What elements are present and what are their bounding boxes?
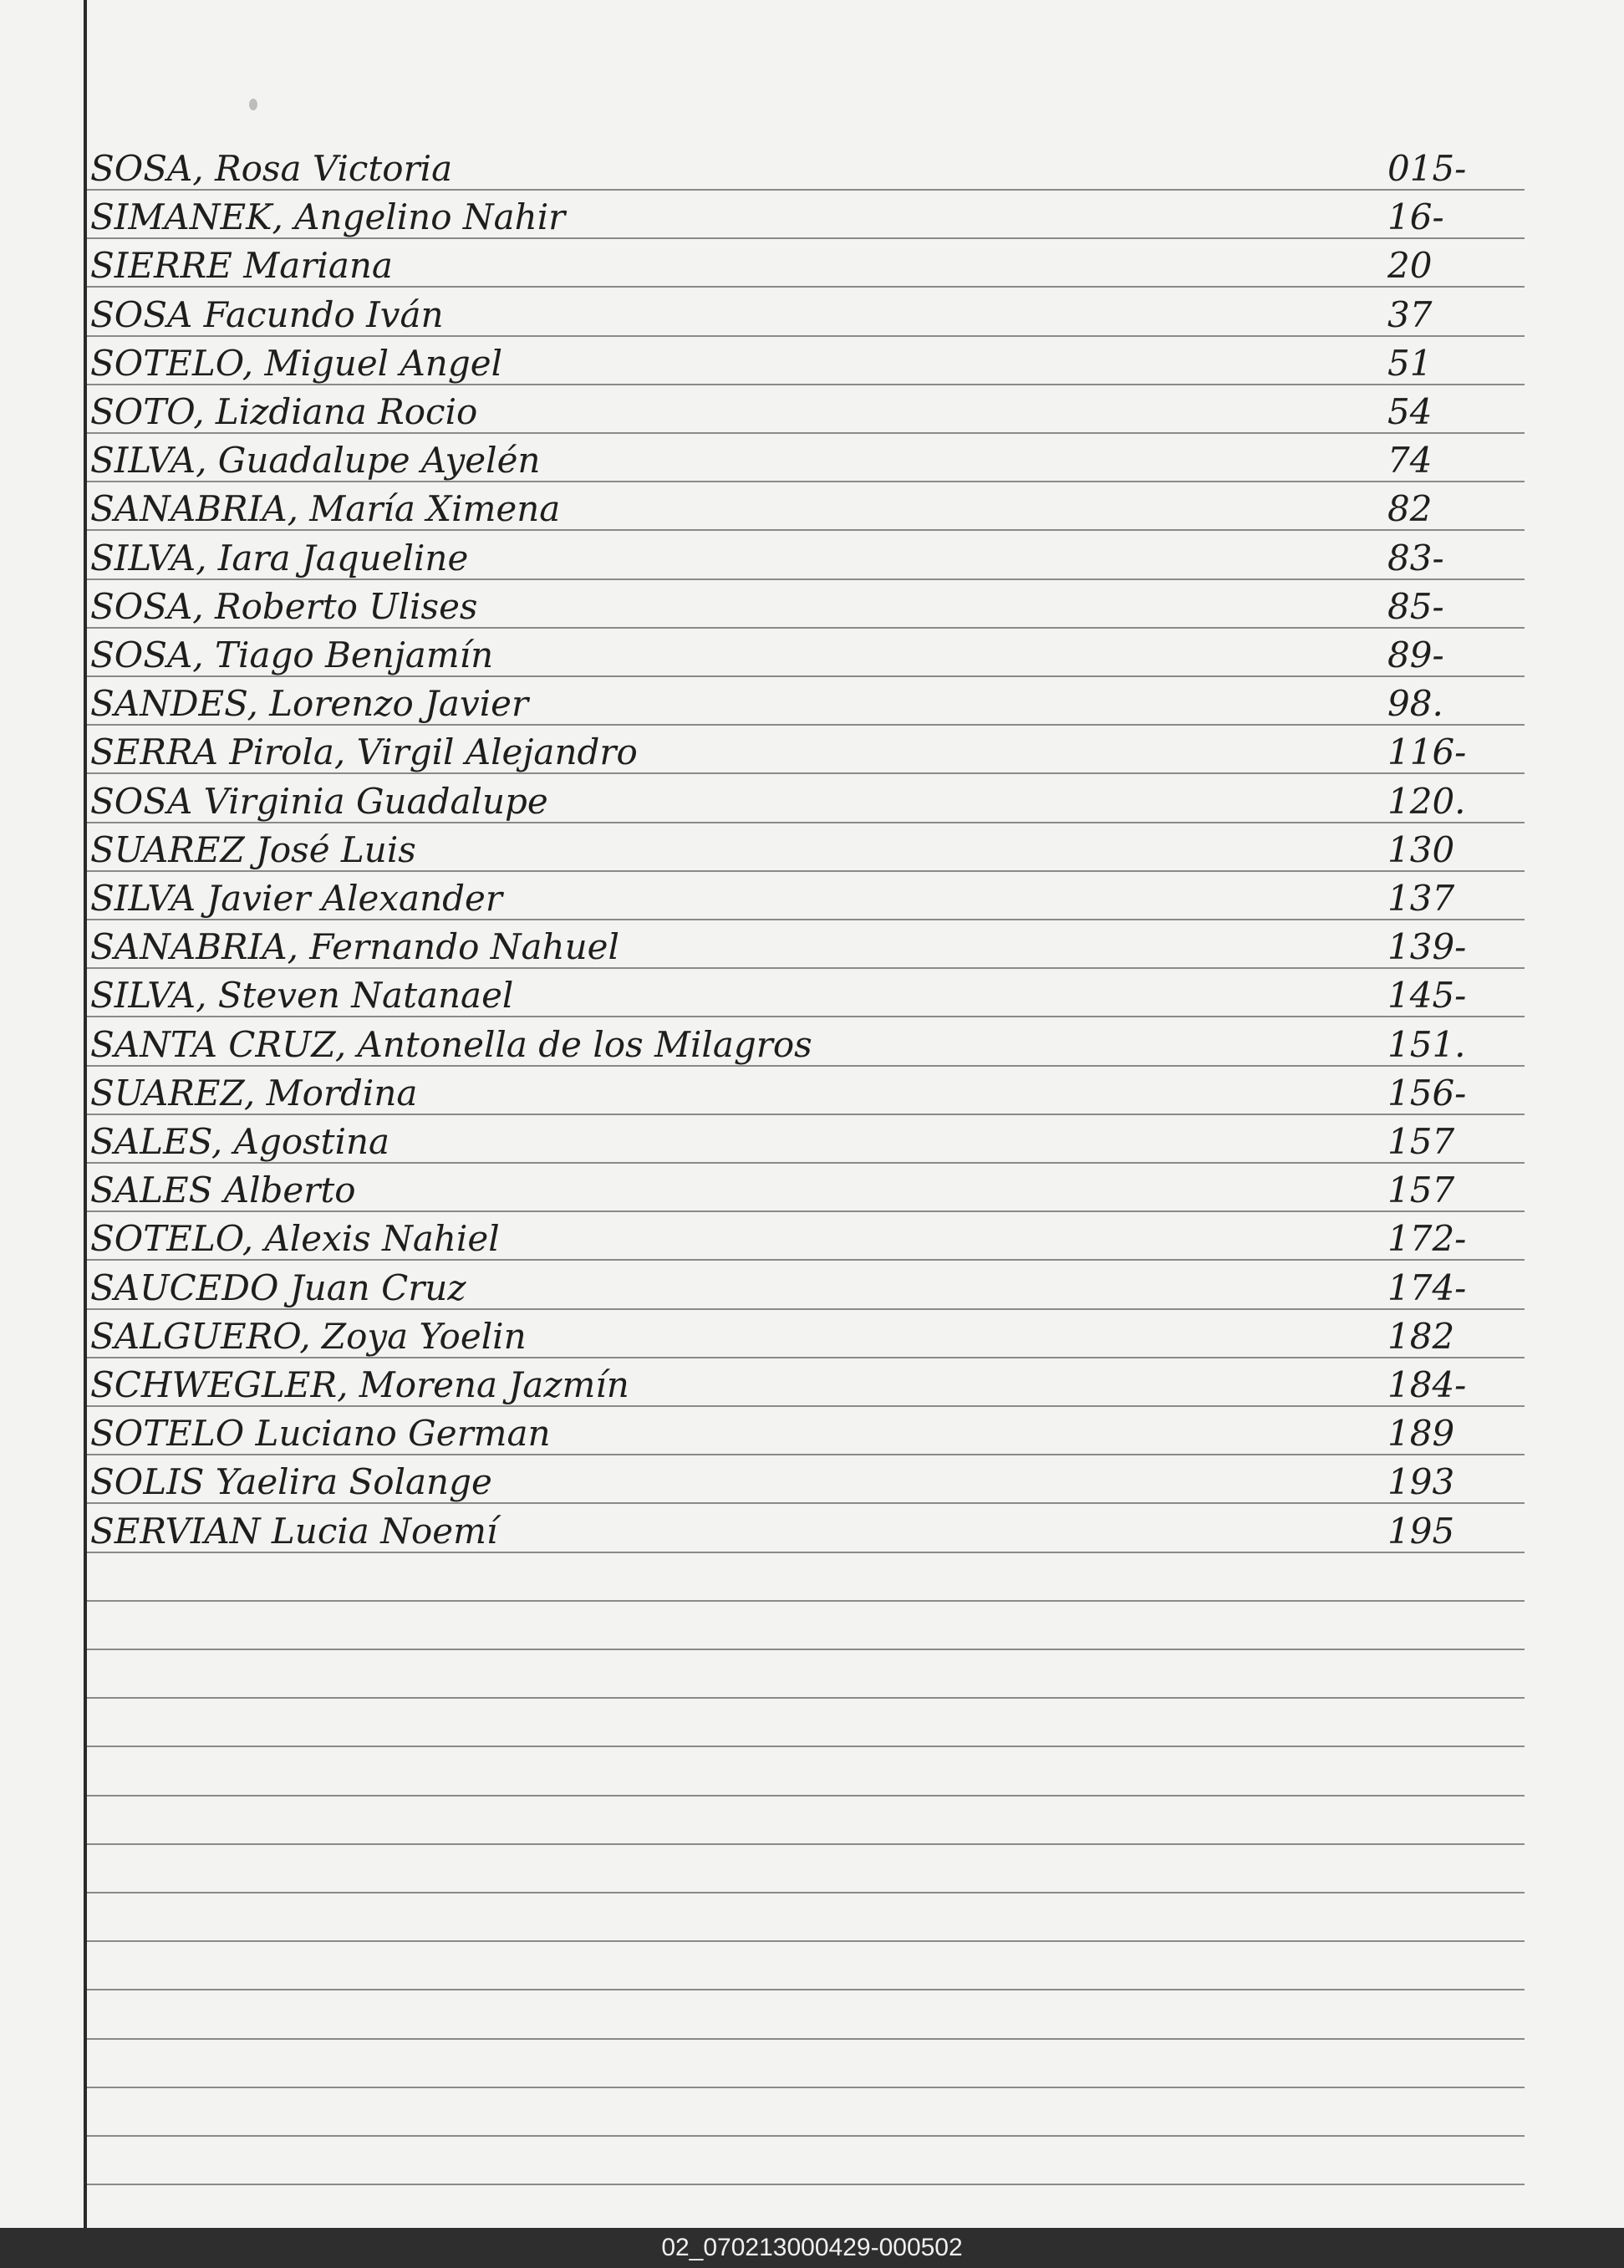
entry-number: 51 bbox=[1387, 343, 1433, 384]
entry-number: 16- bbox=[1387, 196, 1444, 237]
list-item bbox=[0, 339, 1624, 387]
list-item bbox=[0, 971, 1624, 1019]
entry-name: SOTELO Luciano German bbox=[90, 1413, 551, 1454]
entry-name: SAUCEDO Juan Cruz bbox=[90, 1267, 466, 1308]
ruled-line bbox=[87, 1746, 1525, 1747]
entry-name: SOSA Virginia Guadalupe bbox=[90, 781, 548, 822]
list-item bbox=[0, 1409, 1624, 1457]
list-item bbox=[0, 727, 1624, 776]
entry-name: SERRA Pirola, Virgil Alejandro bbox=[90, 731, 638, 772]
list-item bbox=[0, 192, 1624, 241]
entry-name: SALES, Agostina bbox=[90, 1121, 390, 1162]
entry-name: SOTO, Lizdiana Rocio bbox=[90, 391, 478, 432]
entry-name: SIMANEK, Angelino Nahir bbox=[90, 196, 566, 237]
entry-name: SANABRIA, María Ximena bbox=[90, 488, 561, 529]
entry-number: 151. bbox=[1387, 1024, 1466, 1065]
ruled-line bbox=[87, 1892, 1525, 1893]
entry-number: 182 bbox=[1387, 1316, 1455, 1357]
entry-name: SALGUERO, Zoya Yoelin bbox=[90, 1316, 527, 1357]
entry-name: SOSA Facundo Iván bbox=[90, 294, 444, 335]
entry-number: 82 bbox=[1387, 488, 1433, 529]
entry-name: SILVA Javier Alexander bbox=[90, 878, 502, 919]
entry-number: 74 bbox=[1387, 440, 1433, 481]
list-item bbox=[0, 1117, 1624, 1165]
ruled-line bbox=[87, 1843, 1525, 1845]
entry-number: 137 bbox=[1387, 878, 1455, 919]
entry-name: SIERRE Mariana bbox=[90, 245, 393, 286]
list-item bbox=[0, 825, 1624, 874]
list-item bbox=[0, 533, 1624, 582]
entry-number: 139- bbox=[1387, 926, 1467, 967]
entry-number: 116- bbox=[1387, 731, 1467, 772]
entry-number: 83- bbox=[1387, 538, 1444, 578]
entry-number: 189 bbox=[1387, 1413, 1455, 1454]
list-item bbox=[0, 922, 1624, 971]
entry-name: SOSA, Rosa Victoria bbox=[90, 148, 453, 189]
list-item bbox=[0, 1312, 1624, 1360]
ruled-line bbox=[87, 1795, 1525, 1797]
list-item bbox=[0, 874, 1624, 922]
entry-name: SUAREZ José Luis bbox=[90, 829, 416, 870]
ruled-line bbox=[87, 2087, 1525, 2088]
list-item bbox=[0, 436, 1624, 484]
ruled-line bbox=[87, 1697, 1525, 1699]
list-item bbox=[0, 630, 1624, 679]
entry-number: 98. bbox=[1387, 683, 1443, 724]
entry-number: 120. bbox=[1387, 781, 1466, 822]
entry-number: 130 bbox=[1387, 829, 1455, 870]
entry-name: SANTA CRUZ, Antonella de los Milagros bbox=[90, 1024, 812, 1065]
list-item bbox=[0, 290, 1624, 339]
list-item bbox=[0, 679, 1624, 727]
ruled-line bbox=[87, 1940, 1525, 1942]
entry-number: 184- bbox=[1387, 1364, 1467, 1405]
list-item bbox=[0, 1214, 1624, 1262]
entry-name: SERVIAN Lucia Noemí bbox=[90, 1511, 498, 1552]
list-item bbox=[0, 241, 1624, 289]
ruled-line bbox=[87, 2038, 1525, 2040]
entry-number: 37 bbox=[1387, 294, 1433, 335]
entry-name: SOLIS Yaelira Solange bbox=[90, 1461, 492, 1502]
entry-name: SILVA, Guadalupe Ayelén bbox=[90, 440, 541, 481]
list-item bbox=[0, 1360, 1624, 1409]
entry-number: 174- bbox=[1387, 1267, 1467, 1308]
entry-number: 145- bbox=[1387, 975, 1467, 1016]
entry-name: SALES Alberto bbox=[90, 1170, 356, 1210]
entry-name: SOTELO, Alexis Nahiel bbox=[90, 1218, 500, 1259]
entry-name: SANDES, Lorenzo Javier bbox=[90, 683, 529, 724]
list-item bbox=[0, 1457, 1624, 1506]
entry-number: 157 bbox=[1387, 1170, 1455, 1210]
list-item bbox=[0, 1165, 1624, 1214]
ruled-line bbox=[87, 2135, 1525, 2137]
list-item bbox=[0, 1506, 1624, 1555]
entry-name: SUAREZ, Mordina bbox=[90, 1073, 418, 1114]
ruled-line bbox=[87, 1600, 1525, 1602]
list-item bbox=[0, 1020, 1624, 1068]
list-item bbox=[0, 387, 1624, 436]
list-item bbox=[0, 582, 1624, 630]
entry-number: 89- bbox=[1387, 635, 1444, 675]
scan-id-label: 02_070213000429-000502 bbox=[661, 2234, 963, 2261]
entry-number: 156- bbox=[1387, 1073, 1467, 1114]
entry-name: SOTELO, Miguel Angel bbox=[90, 343, 503, 384]
list-item bbox=[0, 1263, 1624, 1312]
entry-name: SANABRIA, Fernando Nahuel bbox=[90, 926, 619, 967]
entry-name: SCHWEGLER, Morena Jazmín bbox=[90, 1364, 629, 1405]
list-item bbox=[0, 484, 1624, 533]
entry-number: 193 bbox=[1387, 1461, 1455, 1502]
entry-number: 85- bbox=[1387, 586, 1444, 627]
scan-footer bbox=[0, 2228, 1624, 2268]
entry-number: 20 bbox=[1387, 245, 1433, 286]
list-item bbox=[0, 777, 1624, 825]
entry-name: SOSA, Roberto Ulises bbox=[90, 586, 478, 627]
list-item bbox=[0, 144, 1624, 192]
entry-number: 015- bbox=[1387, 148, 1467, 189]
list-item bbox=[0, 1068, 1624, 1117]
ruled-line bbox=[87, 1649, 1525, 1650]
entry-number: 157 bbox=[1387, 1121, 1455, 1162]
entry-name: SILVA, Iara Jaqueline bbox=[90, 538, 469, 578]
entry-name: SILVA, Steven Natanael bbox=[90, 975, 514, 1016]
ruled-line bbox=[87, 2184, 1525, 2185]
ruled-line bbox=[87, 1989, 1525, 1990]
entry-number: 172- bbox=[1387, 1218, 1467, 1259]
entry-name: SOSA, Tiago Benjamín bbox=[90, 635, 494, 675]
entry-number: 54 bbox=[1387, 391, 1433, 432]
entry-number: 195 bbox=[1387, 1511, 1455, 1552]
